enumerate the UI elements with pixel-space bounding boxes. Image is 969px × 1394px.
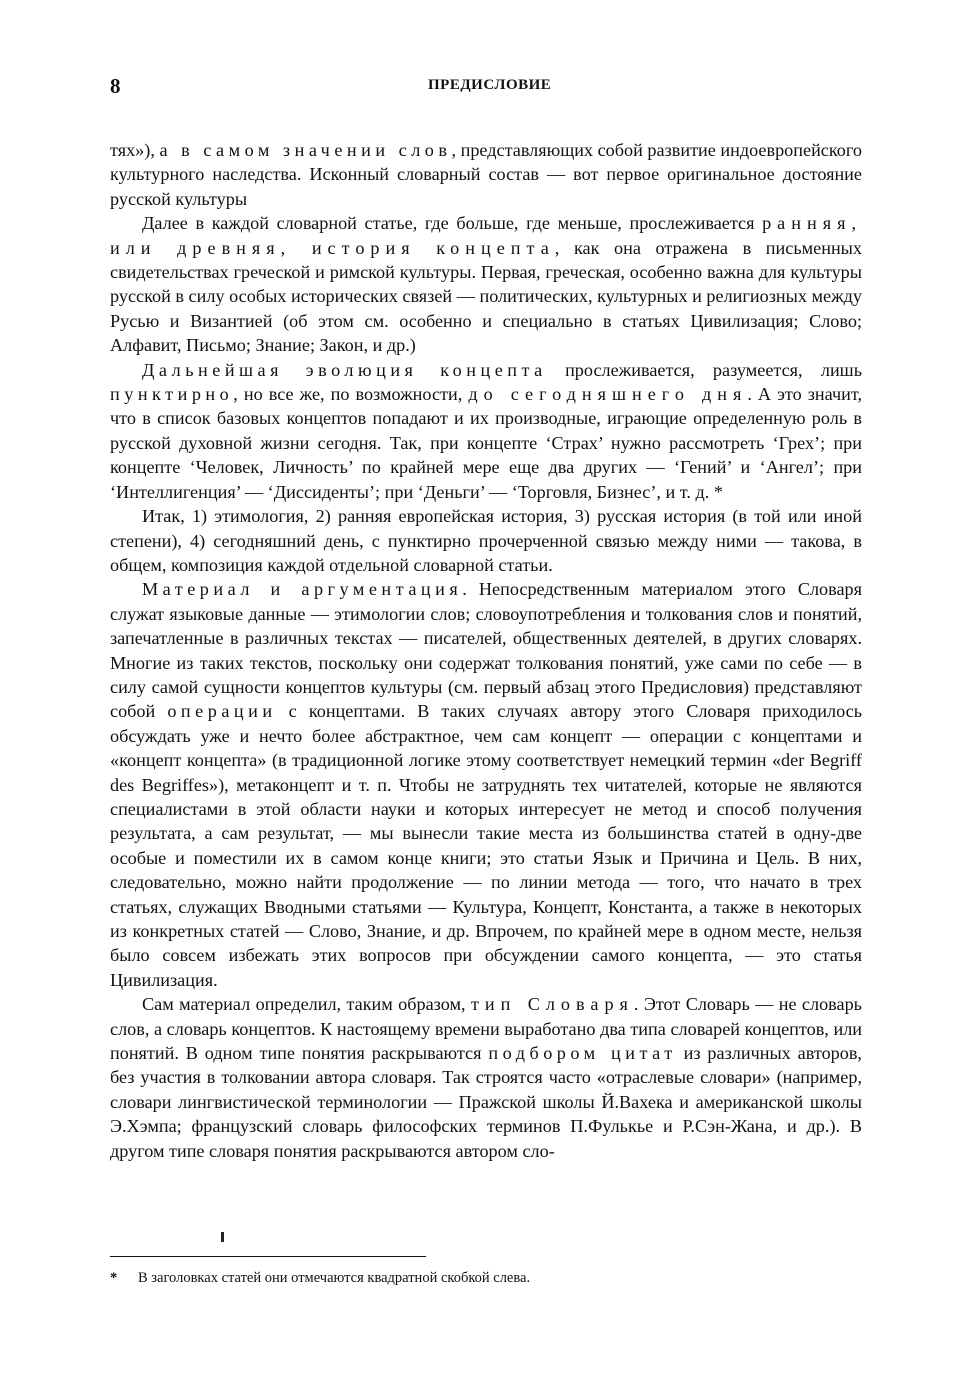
- page-number: 8: [110, 74, 121, 98]
- page-header: [110, 74, 860, 104]
- spaced-emphasis: операции: [167, 701, 277, 722]
- paragraph-6: Сам материал определил, таким образом, тип Словаря. Этот Словарь — не словарь слов, а словарь концептов. К настоящему времени выработано два типа словарей концептов, или понятий. В одном типе понятия раскрываются подбором цитат из различных авторов, без участия в толковании автора словаря. Так строятся часто «отраслевые словари» (например, словари лингвистической терминологии — Пражской школы Й.Вахека и американской школы Э.Хэмпа; французский словарь философских терминов П.Фулькье и Р.Сэн-Жана, и др.). В другом типе словаря понятия раскрываются автором сло-: [110, 994, 862, 1161]
- running-title: ПРЕДИСЛОВИЕ: [428, 77, 552, 93]
- spaced-emphasis: ранняя, или древняя, история концепта: [110, 213, 862, 258]
- paragraph-4: Итак, 1) этимология, 2) ранняя европейская история, 3) русская история (в той или иной степени), 4) сегодняшний день, с пунктирно прочерченной связью между ними — такова, в общем, композиция каждой отдельной словарной статьи.: [110, 506, 862, 575]
- spaced-emphasis: а в самом значении слов: [159, 140, 452, 160]
- ink-speck: [221, 1232, 224, 1242]
- footnote-area: [110, 1256, 862, 1288]
- spaced-emphasis: Дальнейшая эволюция концепта: [142, 359, 547, 380]
- spaced-emphasis: до сегодняшнего дня: [468, 384, 748, 405]
- spaced-emphasis: подбором цитат: [488, 1043, 677, 1064]
- footnote-divider: [110, 1256, 426, 1257]
- spaced-emphasis: пунктирно: [110, 384, 234, 405]
- footnote-text: В заголовках статей они отмечаются квадратной скобкой слева.: [138, 1270, 531, 1286]
- paragraph-1: тях»), а в самом значении слов, представляющих собой развитие индоевропейского культурного наследства. Исконный словарный состав — вот первое оригинальное достояние русской культуры: [110, 140, 862, 209]
- main-text: [110, 138, 862, 1163]
- paragraph-5: Материал и аргументация. Непосредственным материалом этого Словаря служат языковые данные — этимологии слов; словоупотребления и толкования слов и понятий, запечатленные в различных текстах — писателей, общественных деятелей, в других словарях. Многие из таких текстов, поскольку они содержат толкования понятий, уже сами по себе — в силу самой сущности концептов культуры (см. первый абзац этого Предисловия) представляют собой операции с концептами. В таких случаях автору этого Словаря приходилось обсуждать уже и нечто более абстрактное, чем сам концепт — операции с концептами и «концепт концепта» (в традиционной логике этому соответствует немецкий термин «der Begriff des Begriffes»), метаконцепт и т. п. Чтобы не затруднять тех читателей, которые не являются специалистами в этой области науки и которых интересует не метод и способ получения результата, а сам результат, — мы вынесли такие места из большинства статей в одну-две особые и поместили их в самом конце книги; это статьи Язык и Причина и Цель. В них, следовательно, можно найти продолжение — по линии метода — того, что начато в трех статьях, служащих Вводными статьями — Культура, Концепт, Константа, а также в некоторых из конкретных статей — Слово, Знание, и др. Впрочем, по крайней мере в одном месте, нельзя было совсем избежать этих вопросов при обсуждении самого концепта, — это статья Цивилизация.: [110, 579, 862, 990]
- footnote: [110, 1268, 862, 1288]
- spaced-emphasis: Материал и аргументация: [142, 579, 463, 600]
- paragraph-2: Далее в каждой словарной статье, где больше, где меньше, прослеживается ранняя, или древняя, история концепта, как она отражена в письменных свидетельствах греческой и римской культуры. Первая, греческая, особенно важна для культуры русской в силу особых исторических связей — политических, культурных и религиозных между Русью и Византией (об этом см. особенно и специально в статьях Цивилизация; Слово; Алфавит, Письмо; Знание; Закон, и др.): [110, 213, 862, 356]
- footnote-mark: *: [110, 1270, 118, 1286]
- spaced-emphasis: тип Словаря: [470, 994, 634, 1015]
- paragraph-3: Дальнейшая эволюция концепта прослеживается, разумеется, лишь пунктирно, но все же, по возможности, до сегодняшнего дня. А это значит, что в список базовых концептов попадают и их производные, играющие определенную роль в русской духовной жизни сегодня. Так, при концепте ‘Страх’ нужно рассмотреть ‘Грех’; при концепте ‘Человек, Личность’ по крайней мере еще два других — ‘Гений’ и ‘Ангел’; при ‘Интеллигенция’ — ‘Диссиденты’; при ‘Деньги’ — ‘Торговля, Бизнес’, и т. д. *: [110, 359, 863, 502]
